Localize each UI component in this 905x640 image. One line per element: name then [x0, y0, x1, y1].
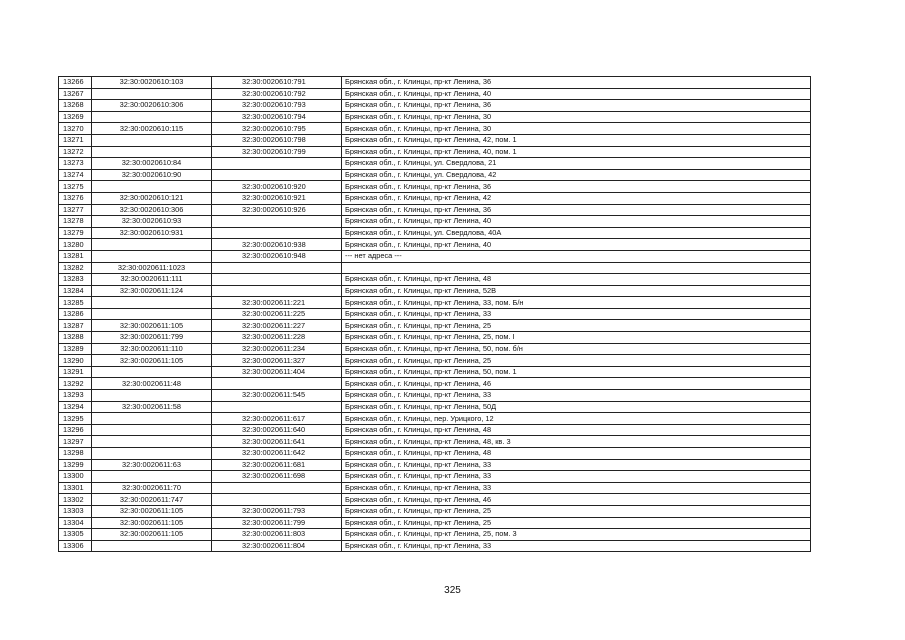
building-cadastral-number-cell [212, 262, 342, 274]
building-cadastral-number-cell: 32:30:0020610:948 [212, 250, 342, 262]
building-cadastral-number-cell: 32:30:0020611:234 [212, 343, 342, 355]
row-number-cell: 13276 [59, 192, 92, 204]
table-row [59, 505, 811, 517]
land-cadastral-number-cell: 32:30:0020610:121 [92, 192, 212, 204]
land-cadastral-number-cell [92, 413, 212, 425]
land-cadastral-number-cell: 32:30:0020610:115 [92, 123, 212, 135]
land-cadastral-number-cell: 32:30:0020610:931 [92, 227, 212, 239]
building-cadastral-number-cell: 32:30:0020611:799 [212, 517, 342, 529]
building-cadastral-number-cell: 32:30:0020611:804 [212, 540, 342, 552]
row-number-cell: 13281 [59, 250, 92, 262]
row-number-cell: 13271 [59, 134, 92, 146]
row-number-cell: 13268 [59, 100, 92, 112]
row-number-cell: 13289 [59, 343, 92, 355]
table-row [59, 204, 811, 216]
address-cell: Брянская обл., г. Клинцы, ул. Свердлова, 40А [342, 227, 811, 239]
address-cell: Брянская обл., г. Клинцы, пр-кт Ленина, 33 [342, 540, 811, 552]
address-cell: Брянская обл., г. Клинцы, пр-кт Ленина, 33 [342, 308, 811, 320]
table-row [59, 424, 811, 436]
table-row [59, 332, 811, 344]
address-cell: Брянская обл., г. Клинцы, пр-кт Ленина, 33 [342, 482, 811, 494]
table-row [59, 134, 811, 146]
land-cadastral-number-cell: 32:30:0020611:105 [92, 517, 212, 529]
building-cadastral-number-cell [212, 227, 342, 239]
address-cell: Брянская обл., г. Клинцы, пр-кт Ленина, 40 [342, 239, 811, 251]
building-cadastral-number-cell: 32:30:0020611:640 [212, 424, 342, 436]
row-number-cell: 13290 [59, 355, 92, 367]
address-cell: Брянская обл., г. Клинцы, пр-кт Ленина, 36 [342, 100, 811, 112]
building-cadastral-number-cell: 32:30:0020610:938 [212, 239, 342, 251]
land-cadastral-number-cell [92, 308, 212, 320]
building-cadastral-number-cell: 32:30:0020611:404 [212, 366, 342, 378]
table-row [59, 146, 811, 158]
land-cadastral-number-cell [92, 540, 212, 552]
address-cell: Брянская обл., г. Клинцы, пр-кт Ленина, 25 [342, 355, 811, 367]
table-row [59, 88, 811, 100]
land-cadastral-number-cell [92, 134, 212, 146]
address-cell: Брянская обл., г. Клинцы, пр-кт Ленина, 36 [342, 181, 811, 193]
building-cadastral-number-cell: 32:30:0020610:793 [212, 100, 342, 112]
building-cadastral-number-cell: 32:30:0020610:921 [212, 192, 342, 204]
building-cadastral-number-cell: 32:30:0020610:799 [212, 146, 342, 158]
building-cadastral-number-cell [212, 216, 342, 228]
row-number-cell: 13298 [59, 448, 92, 460]
row-number-cell: 13270 [59, 123, 92, 135]
address-cell: Брянская обл., г. Клинцы, пр-кт Ленина, 48 [342, 424, 811, 436]
address-cell: Брянская обл., г. Клинцы, пр-кт Ленина, 25 [342, 320, 811, 332]
land-cadastral-number-cell [92, 88, 212, 100]
row-number-cell: 13305 [59, 529, 92, 541]
land-cadastral-number-cell: 32:30:0020611:747 [92, 494, 212, 506]
table-row [59, 401, 811, 413]
building-cadastral-number-cell [212, 158, 342, 170]
row-number-cell: 13302 [59, 494, 92, 506]
land-cadastral-number-cell [92, 250, 212, 262]
building-cadastral-number-cell: 32:30:0020611:327 [212, 355, 342, 367]
land-cadastral-number-cell: 32:30:0020611:1023 [92, 262, 212, 274]
building-cadastral-number-cell: 32:30:0020611:225 [212, 308, 342, 320]
row-number-cell: 13282 [59, 262, 92, 274]
row-number-cell: 13300 [59, 471, 92, 483]
address-cell: Брянская обл., г. Клинцы, пр-кт Ленина, 40 [342, 216, 811, 228]
table-row [59, 366, 811, 378]
table-row [59, 529, 811, 541]
row-number-cell: 13296 [59, 424, 92, 436]
building-cadastral-number-cell [212, 401, 342, 413]
row-number-cell: 13284 [59, 285, 92, 297]
row-number-cell: 13280 [59, 239, 92, 251]
table-row [59, 158, 811, 170]
table-row [59, 181, 811, 193]
address-cell: Брянская обл., г. Клинцы, пр-кт Ленина, 48 [342, 448, 811, 460]
building-cadastral-number-cell: 32:30:0020610:798 [212, 134, 342, 146]
address-cell: Брянская обл., г. Клинцы, пр-кт Ленина, 46 [342, 378, 811, 390]
land-cadastral-number-cell: 32:30:0020611:111 [92, 274, 212, 286]
table-row [59, 448, 811, 460]
land-cadastral-number-cell: 32:30:0020610:306 [92, 100, 212, 112]
row-number-cell: 13291 [59, 366, 92, 378]
row-number-cell: 13294 [59, 401, 92, 413]
table-row [59, 123, 811, 135]
row-number-cell: 13269 [59, 111, 92, 123]
table-row [59, 320, 811, 332]
land-cadastral-number-cell: 32:30:0020611:124 [92, 285, 212, 297]
land-cadastral-number-cell: 32:30:0020610:90 [92, 169, 212, 181]
row-number-cell: 13301 [59, 482, 92, 494]
land-cadastral-number-cell: 32:30:0020611:48 [92, 378, 212, 390]
row-number-cell: 13303 [59, 505, 92, 517]
address-cell: Брянская обл., г. Клинцы, пр-кт Ленина, 25 [342, 505, 811, 517]
table-row [59, 390, 811, 402]
land-cadastral-number-cell: 32:30:0020611:105 [92, 355, 212, 367]
land-cadastral-number-cell [92, 436, 212, 448]
table-row [59, 343, 811, 355]
table-row [59, 413, 811, 425]
land-cadastral-number-cell: 32:30:0020611:105 [92, 529, 212, 541]
row-number-cell: 13299 [59, 459, 92, 471]
address-cell: Брянская обл., г. Клинцы, пр-кт Ленина, 33 [342, 471, 811, 483]
land-cadastral-number-cell: 32:30:0020611:799 [92, 332, 212, 344]
address-cell: Брянская обл., г. Клинцы, пр-кт Ленина, 33 [342, 459, 811, 471]
row-number-cell: 13306 [59, 540, 92, 552]
land-cadastral-number-cell [92, 181, 212, 193]
building-cadastral-number-cell [212, 285, 342, 297]
table-row [59, 471, 811, 483]
address-cell: Брянская обл., г. Клинцы, ул. Свердлова, 21 [342, 158, 811, 170]
address-cell: Брянская обл., г. Клинцы, пр-кт Ленина, 33 [342, 390, 811, 402]
address-cell: Брянская обл., г. Клинцы, пр-кт Ленина, 42, пом. 1 [342, 134, 811, 146]
land-cadastral-number-cell: 32:30:0020611:105 [92, 320, 212, 332]
table-row [59, 285, 811, 297]
row-number-cell: 13293 [59, 390, 92, 402]
address-cell: Брянская обл., г. Клинцы, пр-кт Ленина, 52В [342, 285, 811, 297]
address-cell: Брянская обл., г. Клинцы, пр-кт Ленина, 40, пом. 1 [342, 146, 811, 158]
building-cadastral-number-cell [212, 169, 342, 181]
land-cadastral-number-cell: 32:30:0020611:70 [92, 482, 212, 494]
address-cell: Брянская обл., г. Клинцы, пр-кт Ленина, 50Д [342, 401, 811, 413]
row-number-cell: 13287 [59, 320, 92, 332]
building-cadastral-number-cell [212, 494, 342, 506]
land-cadastral-number-cell: 32:30:0020611:58 [92, 401, 212, 413]
table-row [59, 308, 811, 320]
land-cadastral-number-cell [92, 297, 212, 309]
address-cell: Брянская обл., г. Клинцы, пр-кт Ленина, 46 [342, 494, 811, 506]
land-cadastral-number-cell [92, 239, 212, 251]
table-row [59, 262, 811, 274]
address-cell [342, 262, 811, 274]
building-cadastral-number-cell: 32:30:0020611:803 [212, 529, 342, 541]
row-number-cell: 13279 [59, 227, 92, 239]
table-row [59, 482, 811, 494]
address-cell: Брянская обл., г. Клинцы, пр-кт Ленина, 25, пом. 3 [342, 529, 811, 541]
row-number-cell: 13283 [59, 274, 92, 286]
address-cell: Брянская обл., г. Клинцы, пр-кт Ленина, 48, кв. 3 [342, 436, 811, 448]
row-number-cell: 13297 [59, 436, 92, 448]
table-row [59, 494, 811, 506]
building-cadastral-number-cell [212, 482, 342, 494]
row-number-cell: 13288 [59, 332, 92, 344]
table-row [59, 227, 811, 239]
row-number-cell: 13275 [59, 181, 92, 193]
building-cadastral-number-cell: 32:30:0020611:642 [212, 448, 342, 460]
address-cell: Брянская обл., г. Клинцы, пр-кт Ленина, 25 [342, 517, 811, 529]
table-row [59, 274, 811, 286]
building-cadastral-number-cell: 32:30:0020611:221 [212, 297, 342, 309]
table-row [59, 111, 811, 123]
land-cadastral-number-cell: 32:30:0020611:110 [92, 343, 212, 355]
address-cell: Брянская обл., г. Клинцы, пр-кт Ленина, 30 [342, 111, 811, 123]
land-cadastral-number-cell [92, 390, 212, 402]
row-number-cell: 13285 [59, 297, 92, 309]
building-cadastral-number-cell: 32:30:0020610:791 [212, 77, 342, 89]
table-row [59, 297, 811, 309]
address-cell: Брянская обл., г. Клинцы, пр-кт Ленина, 36 [342, 77, 811, 89]
address-cell: Брянская обл., г. Клинцы, пр-кт Ленина, 48 [342, 274, 811, 286]
land-cadastral-number-cell [92, 448, 212, 460]
land-cadastral-number-cell [92, 471, 212, 483]
row-number-cell: 13274 [59, 169, 92, 181]
table-body [59, 77, 811, 552]
building-cadastral-number-cell: 32:30:0020611:641 [212, 436, 342, 448]
table-row [59, 459, 811, 471]
row-number-cell: 13273 [59, 158, 92, 170]
land-cadastral-number-cell: 32:30:0020610:103 [92, 77, 212, 89]
row-number-cell: 13292 [59, 378, 92, 390]
building-cadastral-number-cell: 32:30:0020611:698 [212, 471, 342, 483]
table-row [59, 192, 811, 204]
row-number-cell: 13266 [59, 77, 92, 89]
table-row [59, 517, 811, 529]
address-cell: Брянская обл., г. Клинцы, ул. Свердлова, 42 [342, 169, 811, 181]
row-number-cell: 13295 [59, 413, 92, 425]
table-row [59, 77, 811, 89]
address-cell: Брянская обл., г. Клинцы, пр-кт Ленина, 30 [342, 123, 811, 135]
table-row [59, 436, 811, 448]
page-number: 325 [444, 585, 461, 596]
table-row [59, 355, 811, 367]
building-cadastral-number-cell: 32:30:0020611:681 [212, 459, 342, 471]
table-row [59, 239, 811, 251]
row-number-cell: 13277 [59, 204, 92, 216]
land-cadastral-number-cell [92, 366, 212, 378]
table-row [59, 378, 811, 390]
address-cell: Брянская обл., г. Клинцы, пр-кт Ленина, 33, пом. Б/н [342, 297, 811, 309]
building-cadastral-number-cell: 32:30:0020611:227 [212, 320, 342, 332]
table-row [59, 100, 811, 112]
land-cadastral-number-cell: 32:30:0020611:63 [92, 459, 212, 471]
address-cell: Брянская обл., г. Клинцы, пр-кт Ленина, 50, пом. 1 [342, 366, 811, 378]
land-cadastral-number-cell [92, 424, 212, 436]
building-cadastral-number-cell: 32:30:0020611:545 [212, 390, 342, 402]
table-row [59, 540, 811, 552]
address-cell: Брянская обл., г. Клинцы, пр-кт Ленина, 36 [342, 204, 811, 216]
row-number-cell: 13267 [59, 88, 92, 100]
building-cadastral-number-cell: 32:30:0020611:793 [212, 505, 342, 517]
land-cadastral-number-cell: 32:30:0020610:306 [92, 204, 212, 216]
building-cadastral-number-cell [212, 274, 342, 286]
row-number-cell: 13272 [59, 146, 92, 158]
land-cadastral-number-cell: 32:30:0020610:84 [92, 158, 212, 170]
row-number-cell: 13278 [59, 216, 92, 228]
building-cadastral-number-cell: 32:30:0020610:920 [212, 181, 342, 193]
address-cell: Брянская обл., г. Клинцы, пр-кт Ленина, 42 [342, 192, 811, 204]
land-cadastral-number-cell [92, 146, 212, 158]
land-cadastral-number-cell: 32:30:0020610:93 [92, 216, 212, 228]
row-number-cell: 13286 [59, 308, 92, 320]
row-number-cell: 13304 [59, 517, 92, 529]
building-cadastral-number-cell: 32:30:0020610:792 [212, 88, 342, 100]
building-cadastral-number-cell: 32:30:0020611:228 [212, 332, 342, 344]
building-cadastral-number-cell: 32:30:0020611:617 [212, 413, 342, 425]
building-cadastral-number-cell: 32:30:0020610:795 [212, 123, 342, 135]
address-cell: Брянская обл., г. Клинцы, пер. Урицкого, 12 [342, 413, 811, 425]
land-cadastral-number-cell: 32:30:0020611:105 [92, 505, 212, 517]
building-cadastral-number-cell: 32:30:0020610:794 [212, 111, 342, 123]
address-cell: Брянская обл., г. Клинцы, пр-кт Ленина, 50, пом. б/н [342, 343, 811, 355]
table-row [59, 250, 811, 262]
table-row [59, 216, 811, 228]
building-cadastral-number-cell [212, 378, 342, 390]
address-cell: --- нет адреса --- [342, 250, 811, 262]
address-cell: Брянская обл., г. Клинцы, пр-кт Ленина, 40 [342, 88, 811, 100]
land-cadastral-number-cell [92, 111, 212, 123]
table-row [59, 169, 811, 181]
property-registry-table [58, 76, 811, 552]
building-cadastral-number-cell: 32:30:0020610:926 [212, 204, 342, 216]
address-cell: Брянская обл., г. Клинцы, пр-кт Ленина, 25, пом. I [342, 332, 811, 344]
